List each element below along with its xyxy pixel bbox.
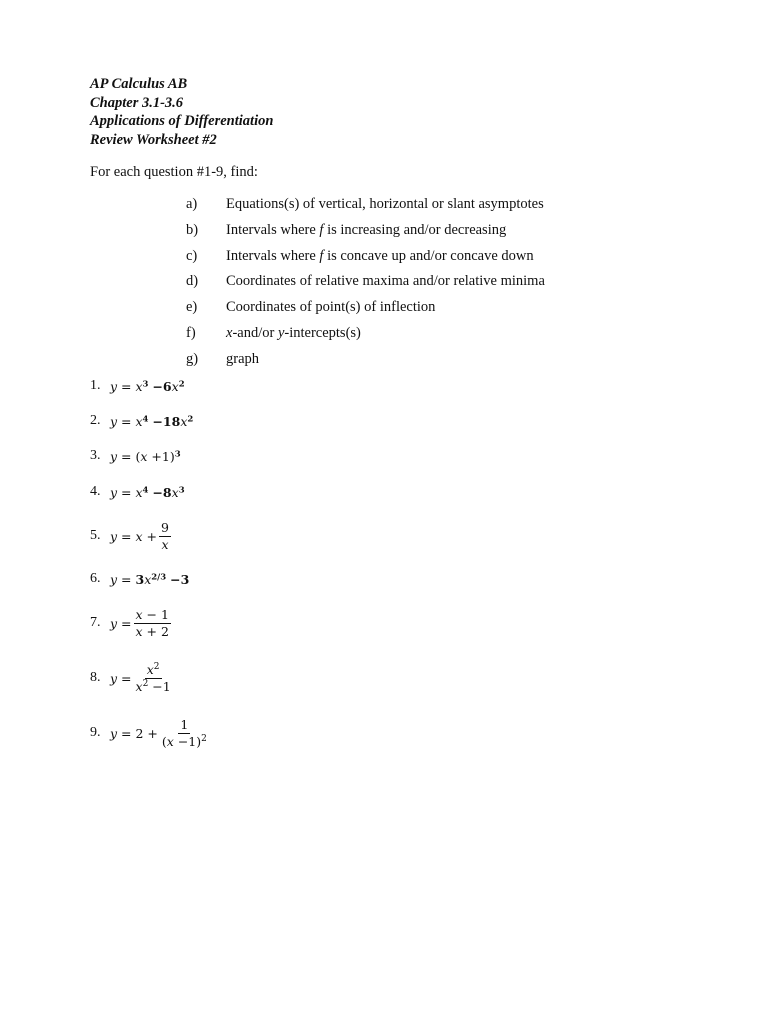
task-letter: a) [186,196,198,212]
problem-7 [90,605,173,641]
worksheet-header [90,75,273,149]
denominator [159,537,170,552]
problem-equation [110,663,175,694]
instructions: For each question #1-9, find: [90,164,258,180]
problem-5 [90,517,173,555]
task-text-part: graph [226,351,260,367]
problem-number: 1. [90,378,101,393]
problem-8 [90,658,175,698]
problem-9 [90,713,211,753]
task-letter: c) [186,248,198,264]
numerator: 1 [180,716,189,732]
task-text-part: Equations(s) of vertical, horizontal or slant asymptotes [226,196,544,212]
problem-number: 4. [90,484,101,499]
denominator-var: x [161,536,169,552]
task-text [226,248,534,265]
equation-lhs: y = x + [110,528,157,544]
problem-number: 3. [90,448,101,463]
problem-number: 7. [90,615,101,630]
task-text [226,222,506,239]
task-text-part: Coordinates of relative maxima and/or relative minima [226,273,545,289]
problem-6 [90,570,189,588]
task-text [226,351,259,368]
problem-equation [110,572,189,587]
task-letter: e) [186,299,198,315]
task-letter: d) [186,273,199,289]
chapter-title: Chapter 3.1-3.6 [90,94,184,111]
numerator: 9 [161,519,169,535]
worksheet-title: Review Worksheet #2 [90,131,217,148]
task-letter: f) [186,325,196,341]
equation-text: $y = (x +1)^3$ [110,448,181,464]
task-text-part: is concave up and/or concave down [323,248,534,264]
equation-text: $y = x^3 -6x^2$ [110,378,185,394]
numerator: x − 1 [135,606,169,622]
task-text-part: Coordinates of point(s) of inflection [226,299,436,315]
task-text-var: f [319,248,324,264]
equation-text: $y = x^4 -18x^2$ [110,413,194,429]
equation-lhs: y = 2 + [110,725,158,741]
fraction [134,663,173,694]
equation-lhs: y = [110,670,132,686]
problem-equation [110,485,185,500]
problem-number: 8. [90,670,101,685]
task-text-part: -intercepts(s) [284,325,361,341]
problem-equation [110,379,185,394]
problem-2 [90,412,193,430]
task-text [226,273,545,290]
problem-4 [90,483,185,501]
denominator: $(x -1)^2$ [161,733,207,749]
problem-number: 5. [90,528,101,543]
topic-title: Applications of Differentiation [90,113,274,129]
problem-number: 2. [90,413,101,428]
problem-number: 6. [90,571,101,586]
equation-text: $y = x^4 -8x^3$ [110,484,185,500]
problem-equation [110,718,211,749]
problem-equation [110,521,173,552]
task-text-part: Intervals where [226,248,320,264]
denominator: x + 2 [135,623,169,639]
task-text-part: is increasing and/or decreasing [323,222,507,238]
problem-3 [90,447,181,465]
task-letter: b) [186,222,199,238]
fraction [159,521,171,552]
task-text-var: f [319,222,324,238]
task-text [226,196,544,213]
fraction [134,608,171,639]
problem-equation [110,414,193,429]
problem-1 [90,377,185,395]
equation-lhs: y = [110,615,132,631]
denominator: $x^2 -1$ [135,678,171,694]
equation-text: $y = 3x^{2/3} -3$ [110,571,190,587]
fraction [160,718,209,749]
task-text [226,325,361,342]
course-title: AP Calculus AB [90,76,188,92]
task-text-part: Intervals where [226,222,320,238]
numerator: $x^2$ [146,661,160,677]
task-letter: g) [186,351,199,367]
task-text-part: -and/or [232,325,278,341]
problem-number: 9. [90,725,101,740]
problem-equation [110,608,173,639]
task-text-var: x [226,325,233,341]
task-text-var: y [277,325,285,341]
task-text [226,299,435,316]
problem-equation [110,449,181,464]
